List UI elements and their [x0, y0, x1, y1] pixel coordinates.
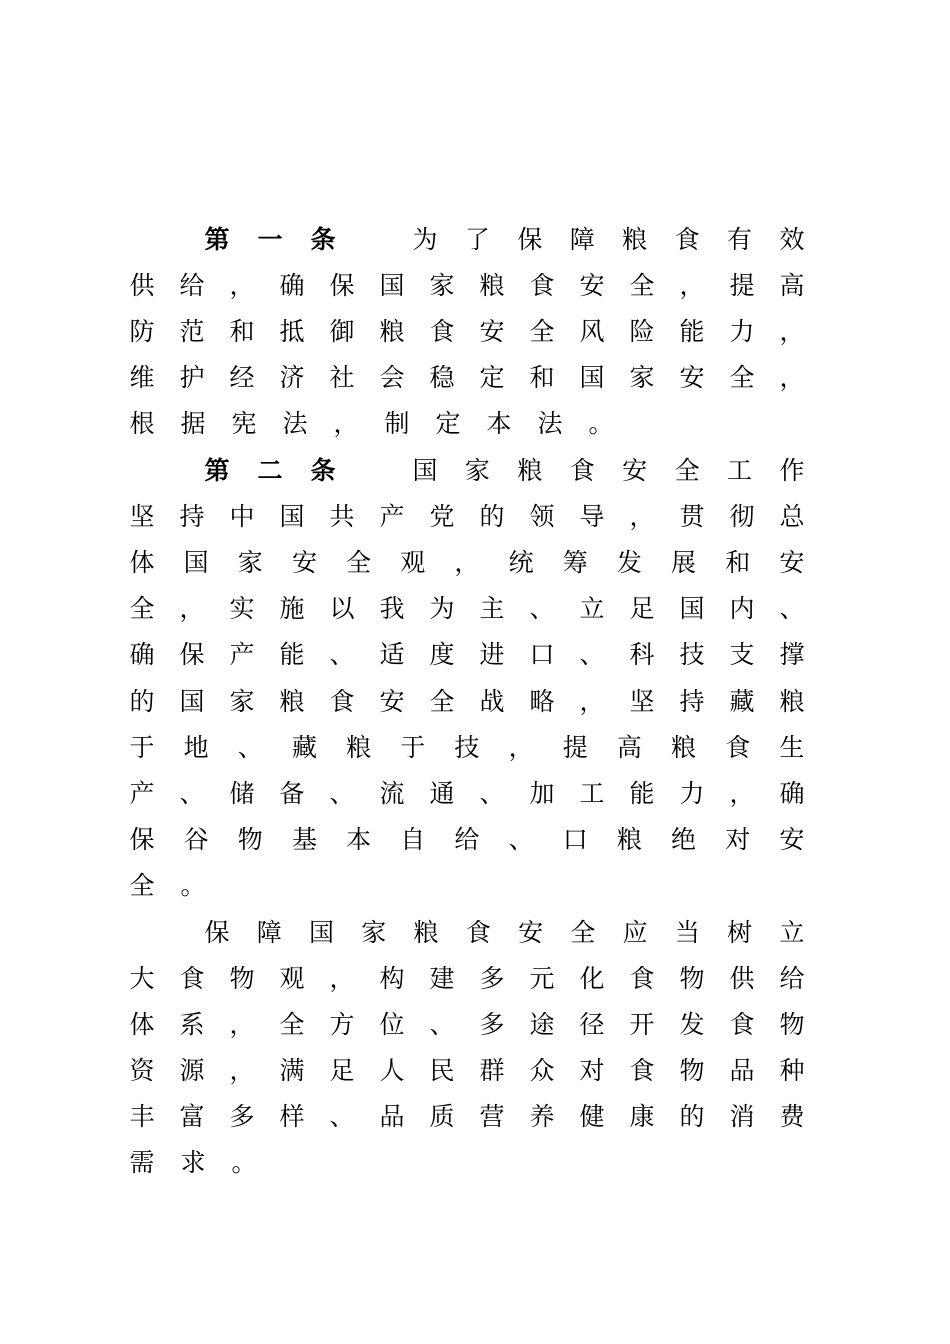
article-2-line-5: 确 保 产 能 、 适 度 进 口 、 科 技 支 撑: [129, 640, 805, 669]
article-1-line-4: 维 护 经 济 社 会 稳 定 和 国 家 安 全 ，: [129, 363, 805, 392]
article-2-line-10: 全 。: [129, 871, 206, 900]
article-2-para-2-line-2: 大 食 物 观 ， 构 建 多 元 化 食 物 供 给: [129, 964, 805, 993]
article-2-para-2-line-6: 需 求 。: [129, 1148, 257, 1177]
article-2-line-9: 保 谷 物 基 本 自 给 、 口 粮 绝 对 安: [129, 825, 805, 854]
article-2-para-2-line-4: 资 源 ， 满 足 人 民 群 众 对 食 物 品 种: [129, 1056, 805, 1085]
article-2-line-2: 坚 持 中 国 共 产 党 的 领 导 ， 贯 彻 总: [129, 502, 805, 531]
article-2-line-8: 产 、 储 备 、 流 通 、 加 工 能 力 ， 确: [129, 779, 805, 808]
article-2-para-2-line-1: 保 障 国 家 粮 食 安 全 应 当 树 立: [204, 918, 805, 947]
article-1-line-3: 防 范 和 抵 御 粮 食 安 全 风 险 能 力 ，: [129, 317, 805, 346]
article-2-line-4: 全 ， 实 施 以 我 为 主 、 立 足 国 内 、: [129, 594, 805, 623]
article-2-para-2-line-3: 体 系 ， 全 方 位 、 多 途 径 开 发 食 物: [129, 1010, 805, 1039]
article-1-line-1: [204, 220, 805, 260]
article-2-line-7: 于 地 、 藏 粮 于 技 ， 提 高 粮 食 生: [129, 733, 805, 762]
article-1-text-line: 为 了 保 障 粮 食 有 效: [412, 225, 805, 254]
article-2-line-1: [204, 451, 805, 491]
article-1-heading: 第 一 条: [204, 225, 336, 254]
article-2-line-3: 体 国 家 安 全 观 ， 统 筹 发 展 和 安: [129, 548, 805, 577]
article-2-para-2-line-5: 丰 富 多 样 、 品 质 营 养 健 康 的 消 费: [129, 1102, 805, 1131]
article-2-text-line: 国 家 粮 食 安 全 工 作: [412, 456, 805, 485]
article-2-heading: 第 二 条: [204, 456, 336, 485]
article-1-line-5: 根 据 宪 法 ， 制 定 本 法 。: [129, 409, 614, 438]
article-2-line-6: 的 国 家 粮 食 安 全 战 略 ， 坚 持 藏 粮: [129, 687, 805, 716]
article-1-line-2: 供 给 ， 确 保 国 家 粮 食 安 全 ， 提 高: [129, 271, 805, 300]
